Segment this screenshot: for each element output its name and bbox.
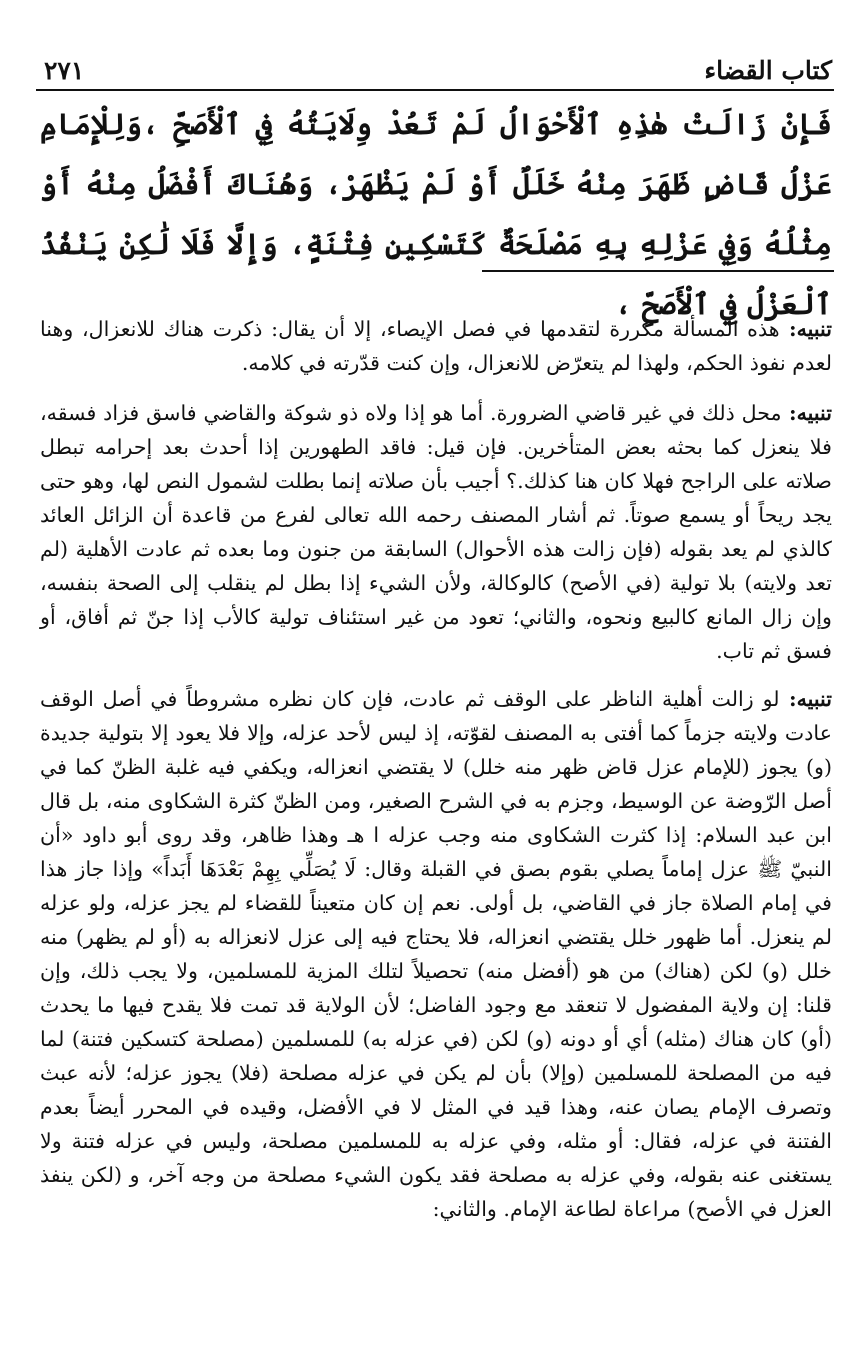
commentary-paragraph [40,396,832,668]
commentary-paragraph [40,682,832,1226]
note-label: تنبيه: [781,401,833,425]
matn-text: فَإِنْ زَالَتْ هٰذِهِ ٱلْأَحْوَالُ لَمْ تَعُدْ وِلَايَتُهُ فِي ٱلْأَصَحِّ ،وَلِلْإِمَامِ عَزْلُ قَاضٍ ظَهَرَ مِنْهُ خَلَلٌ أَوْ لَمْ يَظْهَرْ، وَهُنَاكَ أَفْضَلُ مِنْهُ أَوْ مِثْلُهُ وَفِي عَزْلِهِ بِهِ مَصْلَحَةٌ كَتَسْكِينِ فِتْنَةٍ، وَإِلَّا فَلَا لَٰكِنْ يَنْفُذُ ٱلْعَزْلُ فِي ٱلْأَصَحِّ ، [40,107,832,321]
note-text: محل ذلك في غير قاضي الضرورة. أما هو إذا ولاه ذو شوكة والقاضي فاسق فزاد فسقه، فلا ينعزل كما بحثه بعض المتأخرين. فإن قيل: فاقد الطهورين إذا أحدث بعد إحرامه تبطل صلاته على الراجح فهلا كان هنا كذلك.؟ أجيب بأن صلاته إنما بطلت لشمول النص لها، وهو حتى يجد ريحاً أو يسمع صوتاً. ثم أشار المصنف رحمه الله تعالى لفرع من قاعدة أن الزائل العائد كالذي لم يعد بقوله (فإن زالت هذه الأحوال) السابقة من جنون وما بعده ثم عادت الأهلية (لم تعد ولايته) بلا تولية (في الأصح) كالوكالة، ولأن الشيء إذا بطل لم ينقلب إلى الصحة بنفسه، وإن زال المانع كالبيع ونحوه، والثاني؛ تعود من غير استئناف تولية كالأب إذا جنّ ثم أفاق، أو فسق ثم تاب. [40,401,832,663]
header-rule [36,89,834,91]
book-title: كتاب القضاء [704,55,832,85]
note-label: تنبيه: [779,687,833,711]
matn-separator-rule [482,270,834,272]
note-text: هذه المسألة مكررة لتقدمها في فصل الإيصاء، إلا أن يقال: ذكرت هناك للانعزال، وهنا لعدم نفوذ الحكم، ولهذا لم يتعرّض للانعزال، وإن كنت قدّرته في كلامه. [40,317,832,375]
page-header [44,52,832,88]
note-label: تنبيه: [779,317,833,341]
page-number: ٢٧١ [44,55,85,85]
note-text: لو زالت أهلية الناظر على الوقف ثم عادت، فإن كان نظره مشروطاً في أصل الوقف عادت ولايته جزماً كما أفتى به المصنف لقوّته، إذ ليس لأحد عزله، وإلا فلا يعود إلا بتولية جديدة (و) يجوز (للإمام عزل قاض ظهر منه خلل) لا يقتضي انعزاله، ويكفي فيه غلبة الظنّ كما في أصل الرّوضة عن الوسيط، وجزم به في الشرح الصغير، ومن الظنّ كثرة الشكاوى منه، بل قال ابن عبد السلام: إذا كثرت الشكاوى منه وجب عزله ا هـ وهذا ظاهر، وقد روى أبو داود «أن النبيّ ﷺ عزل إماماً يصلي بقوم بصق في القبلة وقال: لَا يُصَلِّي بِهِمْ بَعْدَهَا أَبَداً» وإذا جاز هذا في إمام الصلاة جاز في القاضي، بل أولى. نعم إن كان متعيناً للقضاء لم يجز عزله، ولو عزله لم ينعزل. أما ظهور خلل يقتضي انعزاله، فلا يحتاج فيه إلى عزل لانعزاله به (أو لم يظهر) منه خلل (و) لكن (هناك) من هو (أفضل منه) تحصيلاً لتلك المزية للمسلمين، ولا يجب ذلك، وإن قلنا: إن ولاية المفضول لا تنعقد مع وجود الفاضل؛ لأن الولاية قد تمت فلا يقدح فيها ما يحدث (أو) كان هناك (مثله) أي أو دونه (و) لكن (في عزله به) للمسلمين (مصلحة كتسكين فتنة) لما فيه من المصلحة للمسلمين (وإلا) بأن لم يكن في عزله مصلحة (فلا) يجوز عزله؛ لأنه عبث وتصرف الإمام يصان عنه، وهذا قيد في المثل لا في الأفضل، وقيده في المحرر أيضاً بعدم الفتنة في عزله، فقال: أو مثله، وفي عزله به للمسلمين مصلحة، وليس في عزله فتنة ولا يستغنى عنه بقوله، وفي عزله به مصلحة فقد يكون الشيء مصلحة من وجه آخر، و (لكن ينفذ العزل في الأصح) مراعاة لطاعة الإمام. والثاني: [40,687,832,1221]
commentary-paragraph [40,312,832,380]
commentary [40,312,832,1240]
